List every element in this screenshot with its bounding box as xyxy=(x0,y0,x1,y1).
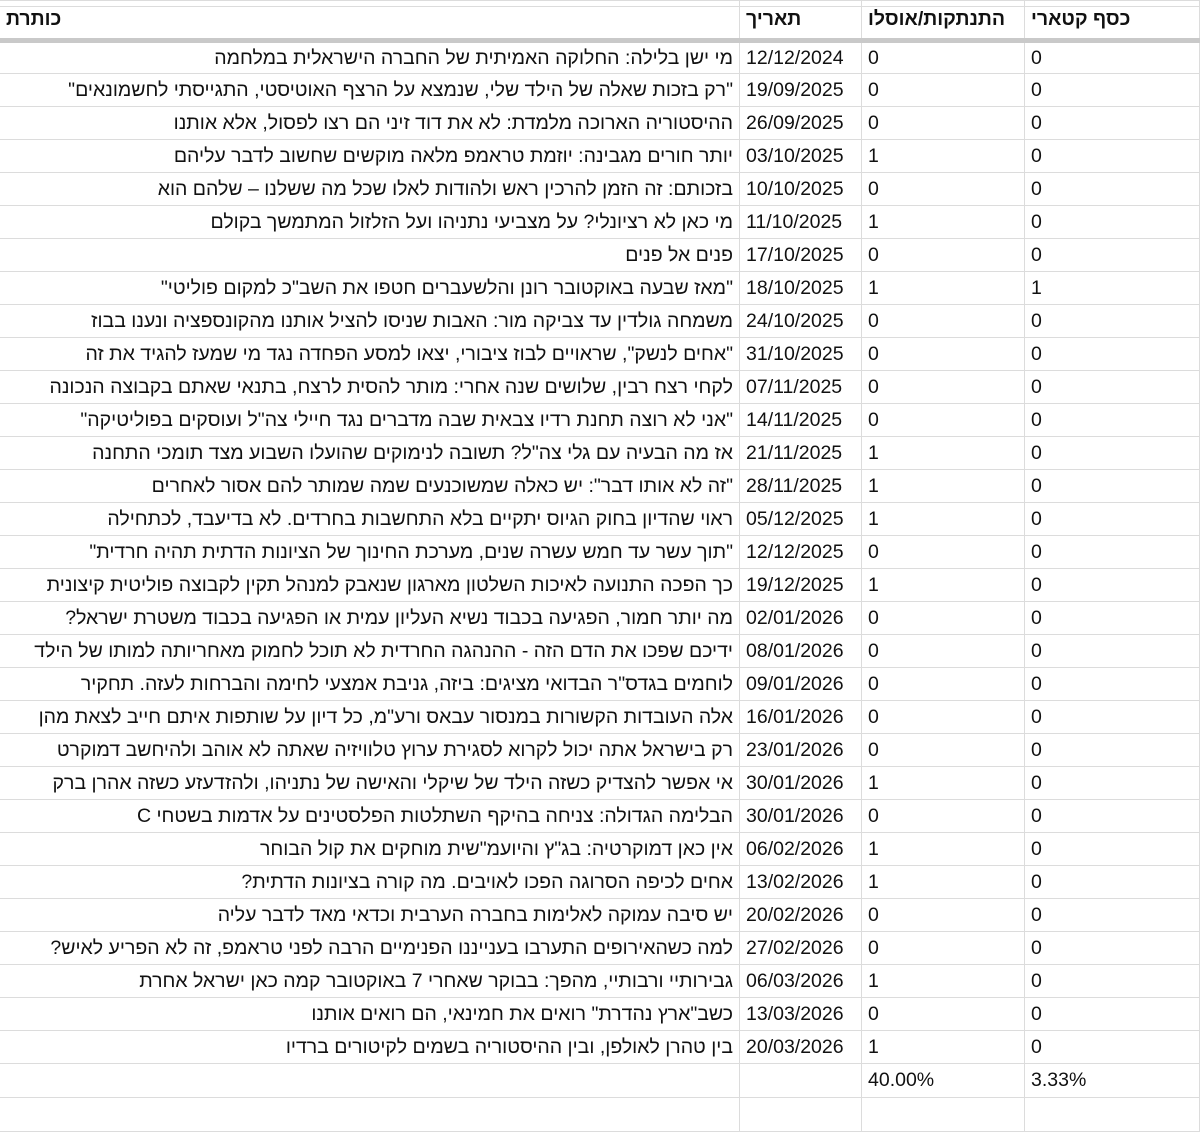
date-cell[interactable]: 11/10/2025 xyxy=(740,206,862,239)
title-cell[interactable]: "אחים לנשק", שראויים לבוז ציבורי, יצאו למסע הפחדה נגד מי שמעז להגיד את זה xyxy=(0,338,740,371)
disconnect-cell[interactable]: 1 xyxy=(862,866,1025,899)
cash-cell[interactable]: 0 xyxy=(1025,173,1200,206)
table-row xyxy=(0,767,1200,800)
title-cell[interactable]: לקחי רצח רבין, שלושים שנה אחרי: מותר להסית לרצח, בתנאי שאתם בקבוצה הנכונה xyxy=(0,371,740,404)
disconnect-cell[interactable]: 1 xyxy=(862,1031,1025,1064)
table-row xyxy=(0,74,1200,107)
cash-cell[interactable]: 0 xyxy=(1025,833,1200,866)
disconnect-cell[interactable]: 0 xyxy=(862,668,1025,701)
disconnect-cell[interactable]: 0 xyxy=(862,305,1025,338)
title-cell[interactable]: ידיכם שפכו את הדם הזה - ההנהגה החרדית לא תוכל לחמוק מאחריותה למותו של הילד xyxy=(0,635,740,668)
title-cell[interactable]: משמחה גולדין עד צביקה מור: האבות שניסו להציל אותנו מהקונספציה ונענו בבוז xyxy=(0,305,740,338)
cash-cell[interactable]: 0 xyxy=(1025,998,1200,1031)
title-cell[interactable]: אחים לכיפה הסרוגה הפכו לאויבים. מה קורה בציונות הדתית? xyxy=(0,866,740,899)
table-row xyxy=(0,371,1200,404)
disconnect-cell[interactable]: 1 xyxy=(862,140,1025,173)
title-cell[interactable]: יותר חורים מגבינה: יוזמת טראמפ מלאה מוקשים שחשוב לדבר עליהם xyxy=(0,140,740,173)
empty-cell[interactable] xyxy=(1025,1098,1200,1132)
empty-cell[interactable] xyxy=(862,1098,1025,1132)
title-cell[interactable]: "תוך עשר עד חמש עשרה שנים, מערכת החינוך של הציונות הדתית תהיה חרדית" xyxy=(0,536,740,569)
cash-cell[interactable]: 0 xyxy=(1025,239,1200,272)
title-cell[interactable]: בזכותם: זה הזמן להרכין ראש ולהודות לאלו שכל מה ששלנו – שלהם הוא xyxy=(0,173,740,206)
date-cell[interactable]: 14/11/2025 xyxy=(740,404,862,437)
summary-empty-title-cell[interactable] xyxy=(0,1064,740,1098)
disconnect-cell[interactable]: 0 xyxy=(862,734,1025,767)
cash-cell[interactable]: 1 xyxy=(1025,272,1200,305)
empty-cell[interactable] xyxy=(740,1098,862,1132)
disconnect-cell[interactable]: 0 xyxy=(862,173,1025,206)
disconnect-cell[interactable]: 0 xyxy=(862,41,1025,74)
table-row xyxy=(0,206,1200,239)
title-cell[interactable]: אי אפשר להצדיק כשזה הילד של שיקלי והאישה של נתניהו, ולהזדעזע כשזה אהרן ברק xyxy=(0,767,740,800)
cash-cell[interactable]: 0 xyxy=(1025,338,1200,371)
cash-cell[interactable]: 0 xyxy=(1025,470,1200,503)
title-cell[interactable]: "אני לא רוצה תחנת רדיו צבאית שבה מדברים נגד חיילי צה"ל ועוסקים בפוליטיקה" xyxy=(0,404,740,437)
title-cell[interactable]: מי כאן לא רציונלי? על מצביעי נתניהו ועל הזלזול המתמשך בקולם xyxy=(0,206,740,239)
disconnect-cell[interactable]: 0 xyxy=(862,635,1025,668)
title-cell[interactable]: בין טהרן לאולפן, ובין ההיסטוריה בשמים לקיטורים ברדיו xyxy=(0,1031,740,1064)
cash-cell[interactable]: 0 xyxy=(1025,41,1200,74)
disconnect-cell[interactable]: 0 xyxy=(862,800,1025,833)
table-row xyxy=(0,338,1200,371)
table-row xyxy=(0,173,1200,206)
table-row xyxy=(0,272,1200,305)
disconnect-cell[interactable]: 1 xyxy=(862,569,1025,602)
cash-cell[interactable]: 0 xyxy=(1025,74,1200,107)
date-cell[interactable]: 07/11/2025 xyxy=(740,371,862,404)
cash-cell[interactable]: 0 xyxy=(1025,437,1200,470)
cash-cell[interactable]: 0 xyxy=(1025,569,1200,602)
cash-cell[interactable]: 0 xyxy=(1025,305,1200,338)
cash-cell[interactable]: 0 xyxy=(1025,371,1200,404)
cash-cell[interactable]: 0 xyxy=(1025,635,1200,668)
summary-empty-date-cell[interactable] xyxy=(740,1064,862,1098)
date-cell[interactable]: 19/09/2025 xyxy=(740,74,862,107)
table-row xyxy=(0,107,1200,140)
disconnect-cell[interactable]: 0 xyxy=(862,74,1025,107)
disconnect-cell[interactable]: 0 xyxy=(862,536,1025,569)
date-cell[interactable]: 27/02/2026 xyxy=(740,932,862,965)
table-row xyxy=(0,239,1200,272)
title-cell[interactable]: "רק בזכות שאלה של הילד שלי, שנמצא על הרצף האוטיסטי, התגייסתי לחשמונאים" xyxy=(0,74,740,107)
cash-cell[interactable]: 0 xyxy=(1025,503,1200,536)
title-cell[interactable]: פנים אל פנים xyxy=(0,239,740,272)
table-row xyxy=(0,998,1200,1031)
title-cell[interactable]: כך הפכה התנועה לאיכות השלטון מארגון שנאבק למנהל תקין לקבוצה פוליטית קיצונית xyxy=(0,569,740,602)
table-row xyxy=(0,305,1200,338)
date-cell[interactable]: 20/02/2026 xyxy=(740,899,862,932)
date-cell[interactable]: 28/11/2025 xyxy=(740,470,862,503)
cash-cell[interactable]: 0 xyxy=(1025,206,1200,239)
cash-cell[interactable]: 0 xyxy=(1025,602,1200,635)
date-cell[interactable]: 06/02/2026 xyxy=(740,833,862,866)
cash-cell[interactable]: 0 xyxy=(1025,668,1200,701)
title-cell[interactable]: מה יותר חמור, הפגיעה בכבוד נשיא העליון עמית או הפגיעה בכבוד משטרת ישראל? xyxy=(0,602,740,635)
date-cell[interactable]: 02/01/2026 xyxy=(740,602,862,635)
date-cell[interactable]: 17/10/2025 xyxy=(740,239,862,272)
table-row xyxy=(0,140,1200,173)
disconnect-cell[interactable]: 1 xyxy=(862,767,1025,800)
header-disconnect[interactable]: התנתקות/אוסלו xyxy=(862,1,1025,41)
cash-cell[interactable]: 0 xyxy=(1025,734,1200,767)
table-row xyxy=(0,41,1200,74)
disconnect-cell[interactable]: 1 xyxy=(862,833,1025,866)
table-row xyxy=(0,1031,1200,1064)
title-cell[interactable]: ההיסטוריה הארוכה מלמדת: לא את דוד זיני הם רצו לפסול, אלא אותנו xyxy=(0,107,740,140)
disconnect-cell[interactable]: 1 xyxy=(862,503,1025,536)
table-row xyxy=(0,866,1200,899)
date-cell[interactable]: 13/02/2026 xyxy=(740,866,862,899)
disconnect-cell[interactable]: 0 xyxy=(862,998,1025,1031)
cash-cell[interactable]: 0 xyxy=(1025,932,1200,965)
disconnect-cell[interactable]: 0 xyxy=(862,701,1025,734)
title-cell[interactable]: "מאז שבעה באוקטובר רונן והלשעברים חטפו את השב"כ למקום פוליטי" xyxy=(0,272,740,305)
disconnect-cell[interactable]: 1 xyxy=(862,965,1025,998)
cash-cell[interactable]: 0 xyxy=(1025,107,1200,140)
disconnect-cell[interactable]: 1 xyxy=(862,437,1025,470)
table-row xyxy=(0,635,1200,668)
title-cell[interactable]: "זה לא אותו דבר": יש כאלה שמשוכנעים שמה שמותר להם אסור לאחרים xyxy=(0,470,740,503)
table-row xyxy=(0,965,1200,998)
date-cell[interactable]: 21/11/2025 xyxy=(740,437,862,470)
disconnect-cell[interactable]: 0 xyxy=(862,371,1025,404)
cash-cell[interactable]: 0 xyxy=(1025,701,1200,734)
summary-cash-cell[interactable]: 3.33% xyxy=(1025,1064,1200,1098)
title-cell[interactable]: אין כאן דמוקרטיה: בג"ץ והיועמ"שית מוחקים את קול הבוחר xyxy=(0,833,740,866)
header-date[interactable]: תאריך xyxy=(740,1,862,41)
date-cell[interactable]: 30/01/2026 xyxy=(740,800,862,833)
table-row xyxy=(0,503,1200,536)
date-cell[interactable]: 05/12/2025 xyxy=(740,503,862,536)
title-cell[interactable]: ראוי שהדיון בחוק הגיוס יתקיים בלא התחשבות בחרדים. לא בדיעבד, לכתחילה xyxy=(0,503,740,536)
cash-cell[interactable]: 0 xyxy=(1025,800,1200,833)
disconnect-cell[interactable]: 0 xyxy=(862,602,1025,635)
date-cell[interactable]: 18/10/2025 xyxy=(740,272,862,305)
table-row xyxy=(0,536,1200,569)
date-cell[interactable]: 23/01/2026 xyxy=(740,734,862,767)
title-cell[interactable]: יש סיבה עמוקה לאלימות בחברה הערבית וכדאי מאד לדבר עליה xyxy=(0,899,740,932)
table-row xyxy=(0,833,1200,866)
date-cell[interactable]: 24/10/2025 xyxy=(740,305,862,338)
date-cell[interactable]: 08/01/2026 xyxy=(740,635,862,668)
cash-cell[interactable]: 0 xyxy=(1025,767,1200,800)
disconnect-cell[interactable]: 1 xyxy=(862,206,1025,239)
summary-disconnect-cell[interactable]: 40.00% xyxy=(862,1064,1025,1098)
header-title[interactable]: כותרת xyxy=(0,1,740,41)
table-row xyxy=(0,668,1200,701)
cash-cell[interactable]: 0 xyxy=(1025,866,1200,899)
header-cash[interactable]: כסף קטארי xyxy=(1025,1,1200,41)
title-cell[interactable]: גבירותיי ורבותיי, מהפך: בבוקר שאחרי 7 באוקטובר קמה כאן ישראל אחרת xyxy=(0,965,740,998)
table-row xyxy=(0,932,1200,965)
date-cell[interactable]: 31/10/2025 xyxy=(740,338,862,371)
disconnect-cell[interactable]: 0 xyxy=(862,404,1025,437)
title-cell[interactable]: לוחמים בגדס"ר הבדואי מציגים: ביזה, גניבת אמצעי לחימה והברחות לעזה. תחקיר xyxy=(0,668,740,701)
cash-cell[interactable]: 0 xyxy=(1025,536,1200,569)
table-row xyxy=(0,734,1200,767)
title-cell[interactable]: מי ישן בלילה: החלוקה האמיתית של החברה הישראלית במלחמה xyxy=(0,41,740,74)
summary-row xyxy=(0,1064,1200,1098)
date-cell[interactable]: 16/01/2026 xyxy=(740,701,862,734)
title-cell[interactable]: אלה העובדות הקשורות במנסור עבאס ורע"מ, כל דיון על שותפות איתם חייב לצאת מהן xyxy=(0,701,740,734)
date-cell[interactable]: 06/03/2026 xyxy=(740,965,862,998)
top-gridline xyxy=(0,0,1200,7)
empty-row xyxy=(0,1098,1200,1132)
table-row xyxy=(0,437,1200,470)
date-cell[interactable]: 20/03/2026 xyxy=(740,1031,862,1064)
title-cell[interactable]: רק בישראל אתה יכול לקרוא לסגירת ערוץ טלוויזיה שאתה לא אוהב ולהיחשב דמוקרט xyxy=(0,734,740,767)
disconnect-cell[interactable]: 0 xyxy=(862,899,1025,932)
title-cell[interactable]: אז מה הבעיה עם גלי צה"ל? תשובה לנימוקים שהועלו השבוע מצד תומכי התחנה xyxy=(0,437,740,470)
date-cell[interactable]: 30/01/2026 xyxy=(740,767,862,800)
disconnect-cell[interactable]: 0 xyxy=(862,932,1025,965)
cash-cell[interactable]: 0 xyxy=(1025,404,1200,437)
cash-cell[interactable]: 0 xyxy=(1025,140,1200,173)
date-cell[interactable]: 13/03/2026 xyxy=(740,998,862,1031)
cash-cell[interactable]: 0 xyxy=(1025,899,1200,932)
cash-cell[interactable]: 0 xyxy=(1025,965,1200,998)
table-row xyxy=(0,701,1200,734)
cash-cell[interactable]: 0 xyxy=(1025,1031,1200,1064)
date-cell[interactable]: 03/10/2025 xyxy=(740,140,862,173)
date-cell[interactable]: 26/09/2025 xyxy=(740,107,862,140)
disconnect-cell[interactable]: 0 xyxy=(862,107,1025,140)
disconnect-cell[interactable]: 0 xyxy=(862,239,1025,272)
disconnect-cell[interactable]: 1 xyxy=(862,470,1025,503)
date-cell[interactable]: 09/01/2026 xyxy=(740,668,862,701)
date-cell[interactable]: 12/12/2024 xyxy=(740,41,862,74)
table-body xyxy=(0,41,1200,1064)
date-cell[interactable]: 12/12/2025 xyxy=(740,536,862,569)
title-cell[interactable]: כשב"ארץ נהדרת" רואים את חמינאי, הם רואים אותנו xyxy=(0,998,740,1031)
empty-cell[interactable] xyxy=(0,1098,740,1132)
table-row xyxy=(0,569,1200,602)
table-row xyxy=(0,404,1200,437)
disconnect-cell[interactable]: 0 xyxy=(862,338,1025,371)
date-cell[interactable]: 10/10/2025 xyxy=(740,173,862,206)
disconnect-cell[interactable]: 1 xyxy=(862,272,1025,305)
table-row xyxy=(0,899,1200,932)
title-cell[interactable]: למה כשהאירופים התערבו בענייננו הפנימיים הרבה לפני טראמפ, זה לא הפריע לאיש? xyxy=(0,932,740,965)
table-row xyxy=(0,470,1200,503)
date-cell[interactable]: 19/12/2025 xyxy=(740,569,862,602)
table-row xyxy=(0,800,1200,833)
title-cell[interactable]: הבלימה הגדולה: צניחה בהיקף השתלטות הפלסטינים על אדמות בשטחי C xyxy=(0,800,740,833)
table-row xyxy=(0,602,1200,635)
